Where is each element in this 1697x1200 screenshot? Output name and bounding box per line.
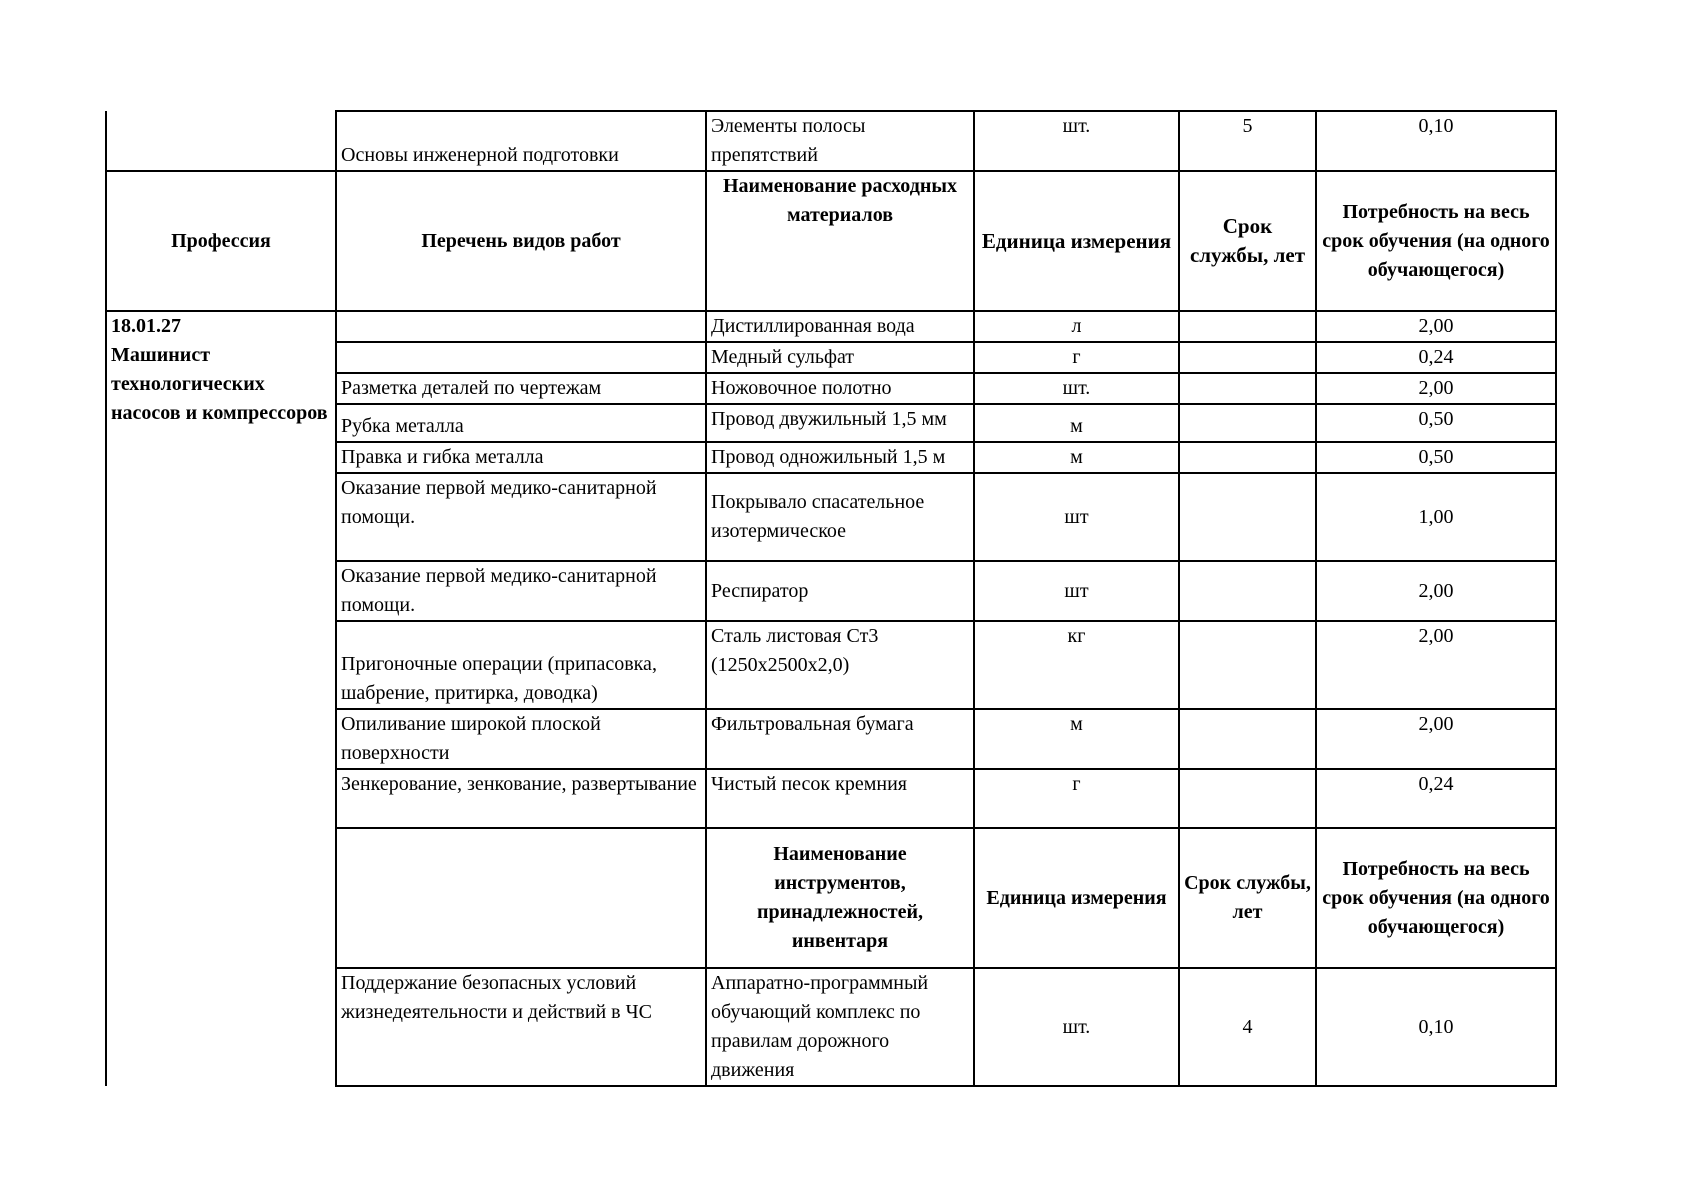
header-material: Наименование расходных материалов: [706, 171, 974, 311]
term-cell: [1179, 621, 1316, 709]
header-works: [336, 828, 706, 968]
materials-table: [105, 110, 1557, 1087]
term-cell: 5: [1179, 111, 1316, 171]
unit-cell: л: [974, 311, 1179, 342]
header-unit: Единица измерения: [974, 828, 1179, 968]
unit-cell: г: [974, 342, 1179, 373]
header-material: Наименование инструментов, принадлежностей, инвентаря: [706, 828, 974, 968]
work-cell: Разметка деталей по чертежам: [336, 373, 706, 404]
header-works: Перечень видов работ: [336, 171, 706, 311]
term-cell: [1179, 561, 1316, 621]
term-cell: [1179, 473, 1316, 561]
profession-cell-empty: [106, 968, 336, 1086]
header-unit: Единица измерения: [974, 171, 1179, 311]
work-cell: Основы инженерной подготовки: [336, 111, 706, 171]
profession-cell-empty: [106, 828, 336, 968]
unit-cell: м: [974, 709, 1179, 769]
material-cell: Чистый песок кремния: [706, 769, 974, 828]
material-cell: Аппаратно-программный обучающий комплекс по правилам дорожного движения: [706, 968, 974, 1086]
work-cell: Пригоночные операции (припасовка, шабрение, притирка, доводка): [336, 621, 706, 709]
unit-cell: шт.: [974, 968, 1179, 1086]
unit-cell: шт: [974, 473, 1179, 561]
need-cell: 0,24: [1316, 342, 1556, 373]
term-cell: 4: [1179, 968, 1316, 1086]
need-cell: 2,00: [1316, 373, 1556, 404]
material-cell: Элементы полосы препятствий: [706, 111, 974, 171]
term-cell: [1179, 404, 1316, 442]
table-row: [106, 968, 1556, 1086]
material-cell: Медный сульфат: [706, 342, 974, 373]
work-cell: Опиливание широкой плоской поверхности: [336, 709, 706, 769]
unit-cell: шт: [974, 561, 1179, 621]
header-profession: Профессия: [106, 171, 336, 311]
need-cell: 0,50: [1316, 442, 1556, 473]
work-cell: Оказание первой медико-санитарной помощи.: [336, 561, 706, 621]
work-cell: Правка и гибка металла: [336, 442, 706, 473]
term-cell: [1179, 342, 1316, 373]
header-term: Срок службы, лет: [1179, 171, 1316, 311]
work-cell: Рубка металла: [336, 404, 706, 442]
term-cell: [1179, 442, 1316, 473]
need-cell: 2,00: [1316, 311, 1556, 342]
header-need: Потребность на весь срок обучения (на одного обучающегося): [1316, 828, 1556, 968]
material-cell: Фильтровальная бумага: [706, 709, 974, 769]
material-cell: Провод двужильный 1,5 мм: [706, 404, 974, 442]
material-cell: Покрывало спасательное изотермическое: [706, 473, 974, 561]
material-cell: Провод одножильный 1,5 м: [706, 442, 974, 473]
term-cell: [1179, 311, 1316, 342]
need-cell: 0,24: [1316, 769, 1556, 828]
profession-name: Машинист технологических насосов и компрессоров: [111, 344, 328, 424]
work-cell: [336, 311, 706, 342]
work-cell: Оказание первой медико-санитарной помощи.: [336, 473, 706, 561]
work-cell: Поддержание безопасных условий жизнедеятельности и действий в ЧС: [336, 968, 706, 1086]
profession-code: 18.01.27: [111, 315, 181, 337]
term-cell: [1179, 769, 1316, 828]
term-cell: [1179, 709, 1316, 769]
unit-cell: шт.: [974, 373, 1179, 404]
need-cell: 2,00: [1316, 709, 1556, 769]
unit-cell: г: [974, 769, 1179, 828]
unit-cell: кг: [974, 621, 1179, 709]
need-cell: 1,00: [1316, 473, 1556, 561]
need-cell: 0,10: [1316, 111, 1556, 171]
material-cell: Респиратор: [706, 561, 974, 621]
need-cell: 0,50: [1316, 404, 1556, 442]
unit-cell: м: [974, 442, 1179, 473]
material-cell: Сталь листовая Ст3 (1250х2500х2,0): [706, 621, 974, 709]
table-row: [106, 111, 1556, 171]
need-cell: 2,00: [1316, 621, 1556, 709]
profession-cell: [106, 311, 336, 828]
work-cell: [336, 342, 706, 373]
table-header-row: [106, 828, 1556, 968]
material-cell: Дистиллированная вода: [706, 311, 974, 342]
term-cell: [1179, 373, 1316, 404]
need-cell: 0,10: [1316, 968, 1556, 1086]
profession-cell-empty: [106, 111, 336, 171]
header-need: Потребность на весь срок обучения (на одного обучающегося): [1316, 171, 1556, 311]
table-row: [106, 311, 1556, 342]
unit-cell: шт.: [974, 111, 1179, 171]
need-cell: 2,00: [1316, 561, 1556, 621]
work-cell: Зенкерование, зенкование, развертывание: [336, 769, 706, 828]
header-term: Срок службы, лет: [1179, 828, 1316, 968]
unit-cell: м: [974, 404, 1179, 442]
material-cell: Ножовочное полотно: [706, 373, 974, 404]
table-header-row: [106, 171, 1556, 311]
